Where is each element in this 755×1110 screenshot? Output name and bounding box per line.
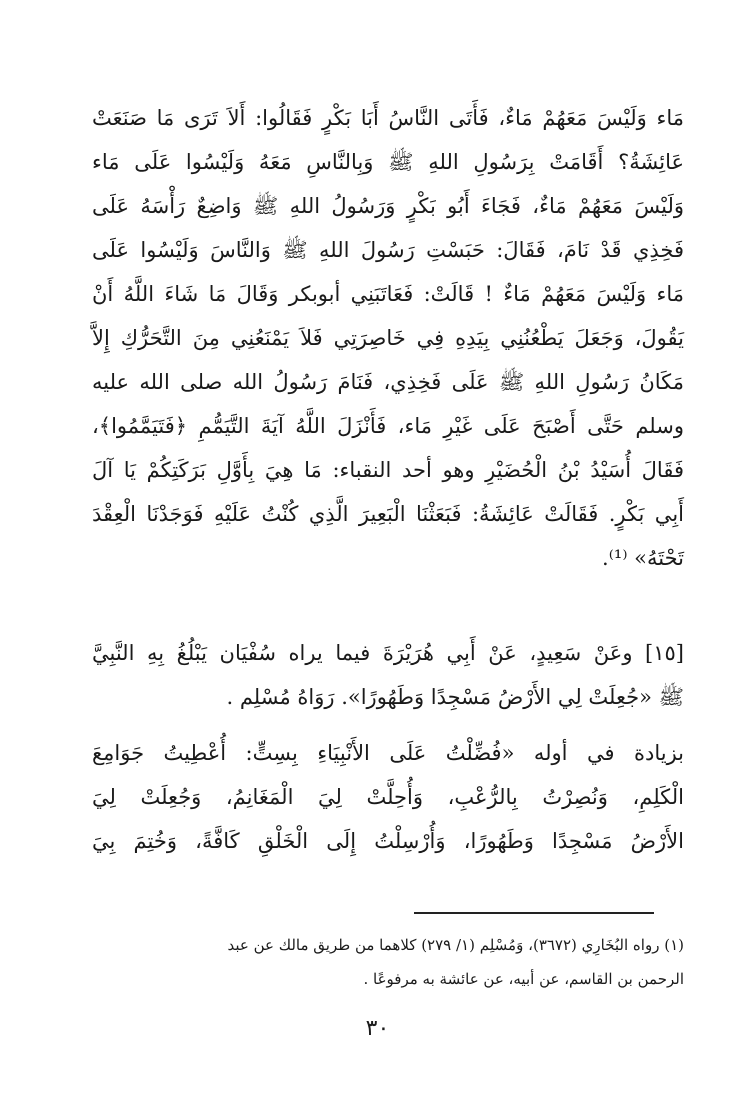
text-line: الْكَلِمِ، وَنُصِرْتُ بِالرُّعْبِ، وَأُحِلَّتْ لِيَ الْمَغَانِمُ، وَجُعِلَتْ لِيَ xyxy=(92,785,684,809)
footnote xyxy=(92,928,684,996)
text-line: يَقُولَ، وَجَعَلَ يَطْعُنُنِي بِيَدِهِ فِي خَاصِرَتِي فَلاَ يَمْنَعُنِي مِنَ التَّحَرُّكِ إِلاَّ xyxy=(92,326,684,350)
text-line: مَاء وَلَيْسَ مَعَهُمْ مَاءٌ، فَأَتَى النَّاسُ أَبَا بَكْرٍ فَقَالُوا: أَلاَ تَرَى مَا صَنَعَتْ xyxy=(92,106,684,130)
text-line: فَقَالَ أُسَيْدُ بْنُ الْحُضَيْرِ وهو أحد النقباء: مَا هِيَ بِأَوَّلِ بَرَكَتِكُمْ يَا آلَ xyxy=(92,458,684,482)
text-line: الأَرْضُ مَسْجِدًا وَطَهُورًا، وَأُرْسِلْتُ إِلَى الْخَلْقِ كَافَّةً، وَخُتِمَ بِيَ xyxy=(92,829,684,853)
text-line: وسلم حَتَّى أَصْبَحَ عَلَى غَيْرِ مَاء، فَأَنْزَلَ اللَّهُ آيَةَ التَّيَمُّمِ ﴿فَتَيَمَّمُوا﴾، xyxy=(92,414,684,438)
footnote-divider xyxy=(414,912,654,914)
text-line: أَبِي بَكْرٍ. فَقَالَتْ عَائِشَةُ: فَبَعَثْنَا الْبَعِيرَ الَّذِي كُنْتُ عَلَيْهِ فَوَجَدْنَا الْعِقْدَ xyxy=(92,502,684,526)
footnote-line: الرحمن بن القاسم، عن أبيه، عن عائشة به مرفوعًا . xyxy=(363,970,684,988)
footnote-line: (١) رواه البُخَارِي (٣٦٧٢)، وَمُسْلِم (١/ ٢٧٩) كلاهما من طريق مالك عن عبد xyxy=(227,936,684,954)
text-line: عَائِشَةُ؟ أَقَامَتْ بِرَسُولِ اللهِ ﷺ وَبِالنَّاسِ مَعَهُ وَلَيْسُوا عَلَى مَاء xyxy=(92,150,684,174)
hadith-paragraph-15 xyxy=(92,631,684,719)
text-line: وَلَيْسَ مَعَهُمْ مَاءٌ، فَجَاءَ أَبُو بَكْرٍ وَرَسُولُ اللهِ ﷺ وَاضِعٌ رَأْسَهُ عَلَى xyxy=(92,194,684,218)
text-line: ﷺ «جُعِلَتْ لِي الأَرْضُ مَسْجِدًا وَطَهُورًا». رَوَاهُ مُسْلِم . xyxy=(226,685,684,709)
text-line: مَاء وَلَيْسَ مَعَهُمْ مَاءٌ ! قَالَتْ: فَعَاتَبَنِي أبوبكر وَقَالَ مَا شَاءَ اللَّهُ أَنْ xyxy=(92,282,684,306)
text-line: [١٥] وعَنْ سَعِيدٍ، عَنْ أَبِي هُرَيْرَةَ فيما يراه سُفْيَان يَبْلُغُ بِهِ النَّبِيَّ xyxy=(92,641,684,665)
text-line: بزيادة في أوله «فُضِّلْتُ عَلَى الأَنْبِيَاءِ بِسِتٍّ: أُعْطِيتُ جَوَامِعَ xyxy=(92,741,684,765)
page-number: ٣٠ xyxy=(365,1016,390,1041)
text-line: مَكَانُ رَسُولِ اللهِ ﷺ عَلَى فَخِذِي، فَنَامَ رَسُولُ الله صلى الله عليه xyxy=(92,370,684,394)
hadith-paragraph-continued xyxy=(92,96,684,580)
hadith-paragraph-addition xyxy=(92,731,684,863)
text-line: تَحْتَهُ» ⁽¹⁾. xyxy=(602,546,684,570)
text-line: فَخِذِي قَدْ نَامَ، فَقَالَ: حَبَسْتِ رَسُولَ اللهِ ﷺ وَالنَّاسَ وَلَيْسُوا عَلَى xyxy=(92,238,684,262)
